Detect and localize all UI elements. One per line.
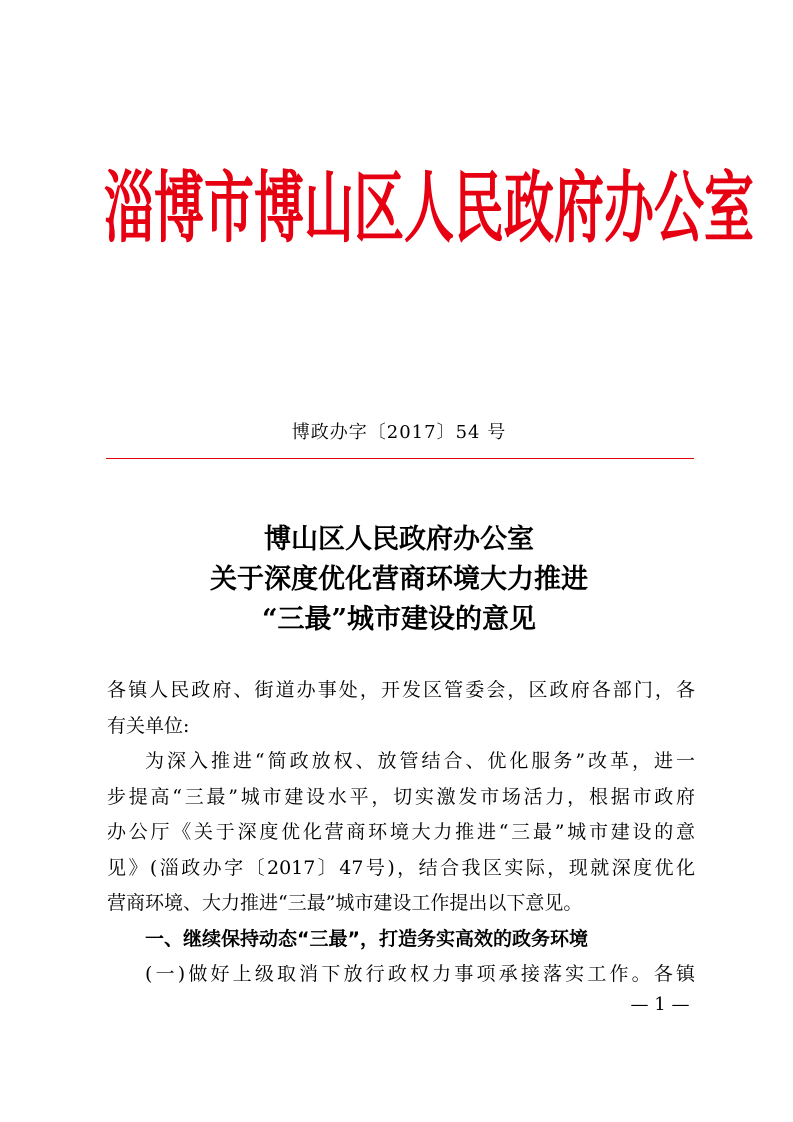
paragraph-1-line-4: 见》(淄政办字〔2017〕47号)，结合我区实际，现就深度优化: [107, 856, 695, 879]
paragraph-1-line-1: 为深入推进“简政放权、放管结合、优化服务”改革，进一: [145, 750, 695, 772]
issuer-red-header: 淄博市博山区人民政府办公室: [104, 161, 754, 253]
addressee-line-2: 有关单位:: [107, 714, 190, 737]
section-1-heading: 一、继续保持动态“三最”，打造务实高效的政务环境: [145, 927, 588, 950]
document-number: 博政办字〔2017〕54 号: [291, 422, 507, 443]
paragraph-1-line-5: 营商环境、大力推进“三最”城市建设工作提出以下意见。: [107, 892, 583, 914]
paragraph-1-line-3: 办公厅《关于深度优化营商环境大力推进“三最”城市建设的意: [107, 821, 695, 843]
paragraph-1-line-2: 步提高“三最”城市建设水平，切实激发市场活力，根据市政府: [107, 785, 695, 808]
document-body: [107, 673, 695, 993]
title-line-2: 关于深度优化营商环境大力推进: [210, 564, 588, 595]
item-1-line-1: (一)做好上级取消下放行政权力事项承接落实工作。各镇: [145, 963, 695, 985]
title-line-3: “三最”城市建设的意见: [261, 604, 537, 635]
document-title: [104, 520, 694, 640]
addressee-line-1: 各镇人民政府、街道办事处，开发区管委会，区政府各部门，各: [107, 679, 695, 701]
page-number: — 1 —: [630, 994, 690, 1015]
red-separator-line: [106, 458, 694, 459]
title-line-1: 博山区人民政府办公室: [264, 524, 534, 555]
